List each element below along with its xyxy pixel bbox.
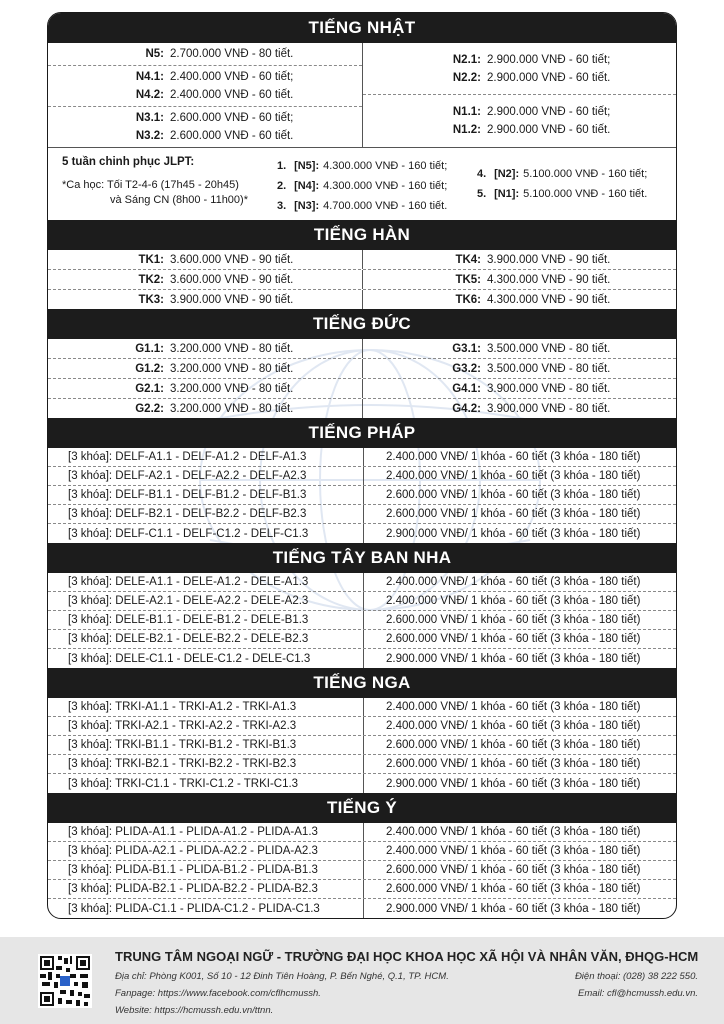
course-price: 3.600.000 VNĐ - 90 tiết. xyxy=(170,273,294,286)
price-cell xyxy=(48,107,362,147)
jlpt-item xyxy=(277,156,477,176)
course-code: TK1: xyxy=(138,253,164,266)
footer-email: Email: cfl@hcmussh.edu.vn. xyxy=(578,988,698,999)
course-name: [3 khóa]: TRKI-B2.1 - TRKI-B2.2 - TRKI-B2.3 xyxy=(68,758,297,770)
course-price: 2.400.000 VNĐ/ 1 khóa - 60 tiết (3 khóa - 180 tiết) xyxy=(363,698,676,716)
course-code: TK6: xyxy=(455,293,481,306)
course-price: 3.900.000 VNĐ - 90 tiết. xyxy=(170,293,294,306)
table-row xyxy=(48,399,676,418)
table-row xyxy=(48,270,676,290)
course-price: 2.900.000 VNĐ/ 1 khóa - 60 tiết (3 khóa - 180 tiết) xyxy=(363,524,676,543)
course-price: 2.900.000 VNĐ/ 1 khóa - 60 tiết (3 khóa - 180 tiết) xyxy=(363,899,676,918)
qr-code-icon xyxy=(38,954,92,1008)
table-row xyxy=(48,486,676,505)
table-row xyxy=(48,524,676,543)
course-name: [3 khóa]: DELF-A1.1 - DELF-A1.2 - DELF-A1.3 xyxy=(68,451,307,463)
section-title-spanish: TIẾNG TÂY BAN NHA xyxy=(48,543,676,573)
course-code: G1.2: xyxy=(135,362,164,375)
course-price: 2.600.000 VNĐ/ 1 khóa - 60 tiết (3 khóa - 180 tiết) xyxy=(363,755,676,773)
course-name: [3 khóa]: DELF-B2.1 - DELF-B2.2 - DELF-B2.3 xyxy=(68,508,307,520)
table-row xyxy=(48,467,676,486)
jlpt-item xyxy=(277,196,477,216)
section-title-russian: TIẾNG NGA xyxy=(48,668,676,698)
table-row xyxy=(48,774,676,793)
japanese-left-column xyxy=(48,43,362,147)
italian-price-table xyxy=(48,823,676,918)
table-row xyxy=(48,611,676,630)
course-price: 3.200.000 VNĐ - 80 tiết. xyxy=(170,402,294,415)
course-price: 2.400.000 VNĐ - 60 tiết; xyxy=(170,71,294,83)
course-code: G1.1: xyxy=(135,342,164,355)
course-code: TK5: xyxy=(455,273,481,286)
course-code: N4.2: xyxy=(135,89,164,101)
price-sheet xyxy=(47,12,677,919)
course-code: N2.1: xyxy=(452,53,481,66)
japanese-right-column xyxy=(362,43,676,147)
course-name: [3 khóa]: PLIDA-B2.1 - PLIDA-B2.2 - PLIDA-B2.3 xyxy=(68,883,318,895)
course-code: N3.1: xyxy=(135,112,164,124)
course-code: N3.2: xyxy=(135,130,164,142)
footer-phone: Điện thoại: (028) 38 222 550. xyxy=(574,971,698,982)
table-row xyxy=(48,592,676,611)
jlpt-item-code: [N3]: xyxy=(294,200,320,212)
course-name: [3 khóa]: PLIDA-A2.1 - PLIDA-A2.2 - PLIDA-A2.3 xyxy=(68,845,318,857)
course-code: N2.2: xyxy=(452,71,481,84)
course-price: 2.900.000 VNĐ/ 1 khóa - 60 tiết (3 khóa - 180 tiết) xyxy=(363,774,676,793)
course-price: 2.400.000 VNĐ/ 1 khóa - 60 tiết (3 khóa - 180 tiết) xyxy=(363,717,676,735)
course-name: [3 khóa]: DELF-B1.1 - DELF-B1.2 - DELF-B1.3 xyxy=(68,489,307,501)
course-name: [3 khóa]: TRKI-A2.1 - TRKI-A2.2 - TRKI-A2.3 xyxy=(68,720,297,732)
course-price: 4.300.000 VNĐ - 90 tiết. xyxy=(487,273,611,286)
table-row xyxy=(48,698,676,717)
course-price: 2.900.000 VNĐ - 60 tiết. xyxy=(487,124,611,136)
course-price: 2.600.000 VNĐ/ 1 khóa - 60 tiết (3 khóa - 180 tiết) xyxy=(363,486,676,504)
table-row xyxy=(48,649,676,668)
jlpt-item-code: [N5]: xyxy=(294,160,320,172)
table-row xyxy=(48,379,676,399)
price-cell xyxy=(48,66,362,107)
jlpt-schedule xyxy=(62,178,277,208)
course-name: [3 khóa]: DELF-A2.1 - DELF-A2.2 - DELF-A2.3 xyxy=(68,470,307,482)
footer-address: Địa chỉ: Phòng K001, Số 10 - 12 Đinh Tiên Hoàng, P. Bến Nghé, Q.1, TP. HCM. xyxy=(115,971,449,982)
table-row xyxy=(48,505,676,524)
table-row xyxy=(48,290,676,309)
section-title-italian: TIẾNG Ý xyxy=(48,793,676,823)
table-row xyxy=(48,448,676,467)
course-name: [3 khóa]: PLIDA-C1.1 - PLIDA-C1.2 - PLIDA-C1.3 xyxy=(68,902,320,915)
course-code: G2.1: xyxy=(135,382,164,395)
course-name: [3 khóa]: PLIDA-A1.1 - PLIDA-A1.2 - PLIDA-A1.3 xyxy=(68,826,318,838)
course-code: N1.2: xyxy=(452,124,481,136)
course-price: 2.600.000 VNĐ/ 1 khóa - 60 tiết (3 khóa - 180 tiết) xyxy=(363,611,676,629)
jlpt-item xyxy=(477,184,676,204)
table-row xyxy=(48,899,676,918)
course-price: 4.300.000 VNĐ - 90 tiết. xyxy=(487,293,611,306)
jlpt-item-number: 3. xyxy=(277,200,287,212)
jlpt-item-number: 5. xyxy=(477,188,487,200)
jlpt-item-number: 4. xyxy=(477,168,487,180)
course-price: 2.600.000 VNĐ/ 1 khóa - 60 tiết (3 khóa - 180 tiết) xyxy=(363,861,676,879)
footer-website: Website: https://hcmussh.edu.vn/ttnn. xyxy=(115,1005,274,1016)
course-code: TK3: xyxy=(138,293,164,306)
section-title-french: TIẾNG PHÁP xyxy=(48,418,676,448)
footer-title: TRUNG TÂM NGOẠI NGỮ - TRƯỜNG ĐẠI HỌC KHOA HỌC XÃ HỘI VÀ NHÂN VĂN, ĐHQG-HCM xyxy=(115,949,699,964)
course-price: 2.600.000 VNĐ - 60 tiết; xyxy=(170,112,294,124)
course-price: 3.900.000 VNĐ - 80 tiết. xyxy=(487,402,611,415)
japanese-price-grid xyxy=(48,43,676,148)
course-name: [3 khóa]: TRKI-C1.1 - TRKI-C1.2 - TRKI-C1.3 xyxy=(68,777,299,790)
course-price: 2.400.000 VNĐ/ 1 khóa - 60 tiết (3 khóa - 180 tiết) xyxy=(363,842,676,860)
course-price: 2.400.000 VNĐ/ 1 khóa - 60 tiết (3 khóa - 180 tiết) xyxy=(363,592,676,610)
jlpt-item-price: 4.300.000 VNĐ - 160 tiết; xyxy=(323,180,448,192)
footer xyxy=(0,937,724,1024)
jlpt-schedule-line: *Ca học: Tối T2-4-6 (17h45 - 20h45) xyxy=(62,179,239,191)
course-price: 3.200.000 VNĐ - 80 tiết. xyxy=(170,382,294,395)
section-title-japanese: TIẾNG NHẬT xyxy=(48,13,676,43)
course-price: 3.900.000 VNĐ - 90 tiết. xyxy=(487,253,611,266)
course-price: 3.600.000 VNĐ - 90 tiết. xyxy=(170,253,294,266)
course-price: 2.400.000 VNĐ/ 1 khóa - 60 tiết (3 khóa - 180 tiết) xyxy=(363,823,676,841)
table-row xyxy=(48,250,676,270)
course-name: [3 khóa]: TRKI-A1.1 - TRKI-A1.2 - TRKI-A1.3 xyxy=(68,701,297,713)
jlpt-item-code: [N2]: xyxy=(494,168,520,180)
course-price: 2.900.000 VNĐ - 60 tiết. xyxy=(487,71,611,84)
course-code: G3.2: xyxy=(452,362,481,375)
german-price-table xyxy=(48,339,676,418)
french-price-table xyxy=(48,448,676,543)
course-name: [3 khóa]: TRKI-B1.1 - TRKI-B1.2 - TRKI-B1.3 xyxy=(68,739,297,751)
jlpt-schedule-line: và Sáng CN (8h00 - 11h00)* xyxy=(110,194,248,206)
course-price: 2.900.000 VNĐ/ 1 khóa - 60 tiết (3 khóa - 180 tiết) xyxy=(363,649,676,668)
course-name: [3 khóa]: DELE-B2.1 - DELE-B2.2 - DELE-B2.3 xyxy=(68,633,309,645)
jlpt-item-number: 1. xyxy=(277,160,287,172)
course-price: 2.600.000 VNĐ/ 1 khóa - 60 tiết (3 khóa - 180 tiết) xyxy=(363,630,676,648)
table-row xyxy=(48,861,676,880)
course-code: G4.2: xyxy=(452,402,481,415)
course-code: G2.2: xyxy=(135,402,164,415)
course-code: N4.1: xyxy=(135,71,164,83)
course-name: [3 khóa]: DELF-C1.1 - DELF-C1.2 - DELF-C1.3 xyxy=(68,527,309,540)
table-row xyxy=(48,755,676,774)
jlpt-item-number: 2. xyxy=(277,180,287,192)
course-code: G4.1: xyxy=(452,382,481,395)
korean-price-table xyxy=(48,250,676,309)
course-price: 2.600.000 VNĐ - 60 tiết. xyxy=(170,130,294,142)
course-price: 2.900.000 VNĐ - 60 tiết; xyxy=(487,53,611,66)
jlpt-item-price: 4.300.000 VNĐ - 160 tiết; xyxy=(323,160,448,172)
table-row xyxy=(48,630,676,649)
table-row xyxy=(48,717,676,736)
course-price: 3.200.000 VNĐ - 80 tiết. xyxy=(170,362,294,375)
course-code: N1.1: xyxy=(452,106,481,118)
spanish-price-table xyxy=(48,573,676,668)
course-code: TK2: xyxy=(138,273,164,286)
jlpt-item xyxy=(277,176,477,196)
course-price: 3.500.000 VNĐ - 80 tiết. xyxy=(487,342,611,355)
price-cell xyxy=(363,43,676,95)
course-price: 2.400.000 VNĐ/ 1 khóa - 60 tiết (3 khóa - 180 tiết) xyxy=(363,573,676,591)
course-name: [3 khóa]: DELE-B1.1 - DELE-B1.2 - DELE-B1.3 xyxy=(68,614,309,626)
course-price: 2.600.000 VNĐ/ 1 khóa - 60 tiết (3 khóa - 180 tiết) xyxy=(363,880,676,898)
course-price: 2.900.000 VNĐ - 60 tiết; xyxy=(487,106,611,118)
course-code: TK4: xyxy=(455,253,481,266)
section-title-korean: TIẾNG HÀN xyxy=(48,220,676,250)
course-name: [3 khóa]: PLIDA-B1.1 - PLIDA-B1.2 - PLIDA-B1.3 xyxy=(68,864,318,876)
jlpt-item xyxy=(477,164,676,184)
jlpt-item-price: 4.700.000 VNĐ - 160 tiết. xyxy=(323,200,448,212)
jlpt-title: 5 tuần chinh phục JLPT: xyxy=(62,156,195,168)
table-row xyxy=(48,842,676,861)
course-code: G3.1: xyxy=(452,342,481,355)
course-price: 3.200.000 VNĐ - 80 tiết. xyxy=(170,342,294,355)
jlpt-intensive-block xyxy=(48,148,676,220)
course-price: 2.400.000 VNĐ - 60 tiết. xyxy=(170,89,294,101)
table-row xyxy=(48,339,676,359)
jlpt-item-code: [N1]: xyxy=(494,188,520,200)
table-row xyxy=(48,573,676,592)
table-row xyxy=(48,736,676,755)
table-row xyxy=(48,359,676,379)
section-title-german: TIẾNG ĐỨC xyxy=(48,309,676,339)
jlpt-item-code: [N4]: xyxy=(294,180,320,192)
price-cell xyxy=(363,95,676,147)
jlpt-item-price: 5.100.000 VNĐ - 160 tiết; xyxy=(523,168,648,180)
russian-price-table xyxy=(48,698,676,793)
course-price: 3.900.000 VNĐ - 80 tiết. xyxy=(487,382,611,395)
course-name: [3 khóa]: DELE-C1.1 - DELE-C1.2 - DELE-C1.3 xyxy=(68,652,311,665)
course-price: 2.600.000 VNĐ/ 1 khóa - 60 tiết (3 khóa - 180 tiết) xyxy=(363,505,676,523)
course-price: 3.500.000 VNĐ - 80 tiết. xyxy=(487,362,611,375)
course-price: 2.600.000 VNĐ/ 1 khóa - 60 tiết (3 khóa - 180 tiết) xyxy=(363,736,676,754)
table-row xyxy=(48,880,676,899)
course-price: 2.700.000 VNĐ - 80 tiết. xyxy=(170,48,294,60)
table-row xyxy=(48,823,676,842)
wide-sections xyxy=(48,418,676,918)
course-price: 2.400.000 VNĐ/ 1 khóa - 60 tiết (3 khóa - 180 tiết) xyxy=(363,448,676,466)
price-cell xyxy=(48,43,362,66)
course-code: N5: xyxy=(145,48,164,60)
footer-fanpage: Fanpage: https://www.facebook.com/cflhcmussh. xyxy=(115,988,321,999)
course-name: [3 khóa]: DELE-A2.1 - DELE-A2.2 - DELE-A2.3 xyxy=(68,595,309,607)
course-price: 2.400.000 VNĐ/ 1 khóa - 60 tiết (3 khóa - 180 tiết) xyxy=(363,467,676,485)
course-name: [3 khóa]: DELE-A1.1 - DELE-A1.2 - DELE-A1.3 xyxy=(68,576,309,588)
jlpt-item-price: 5.100.000 VNĐ - 160 tiết. xyxy=(523,188,648,200)
